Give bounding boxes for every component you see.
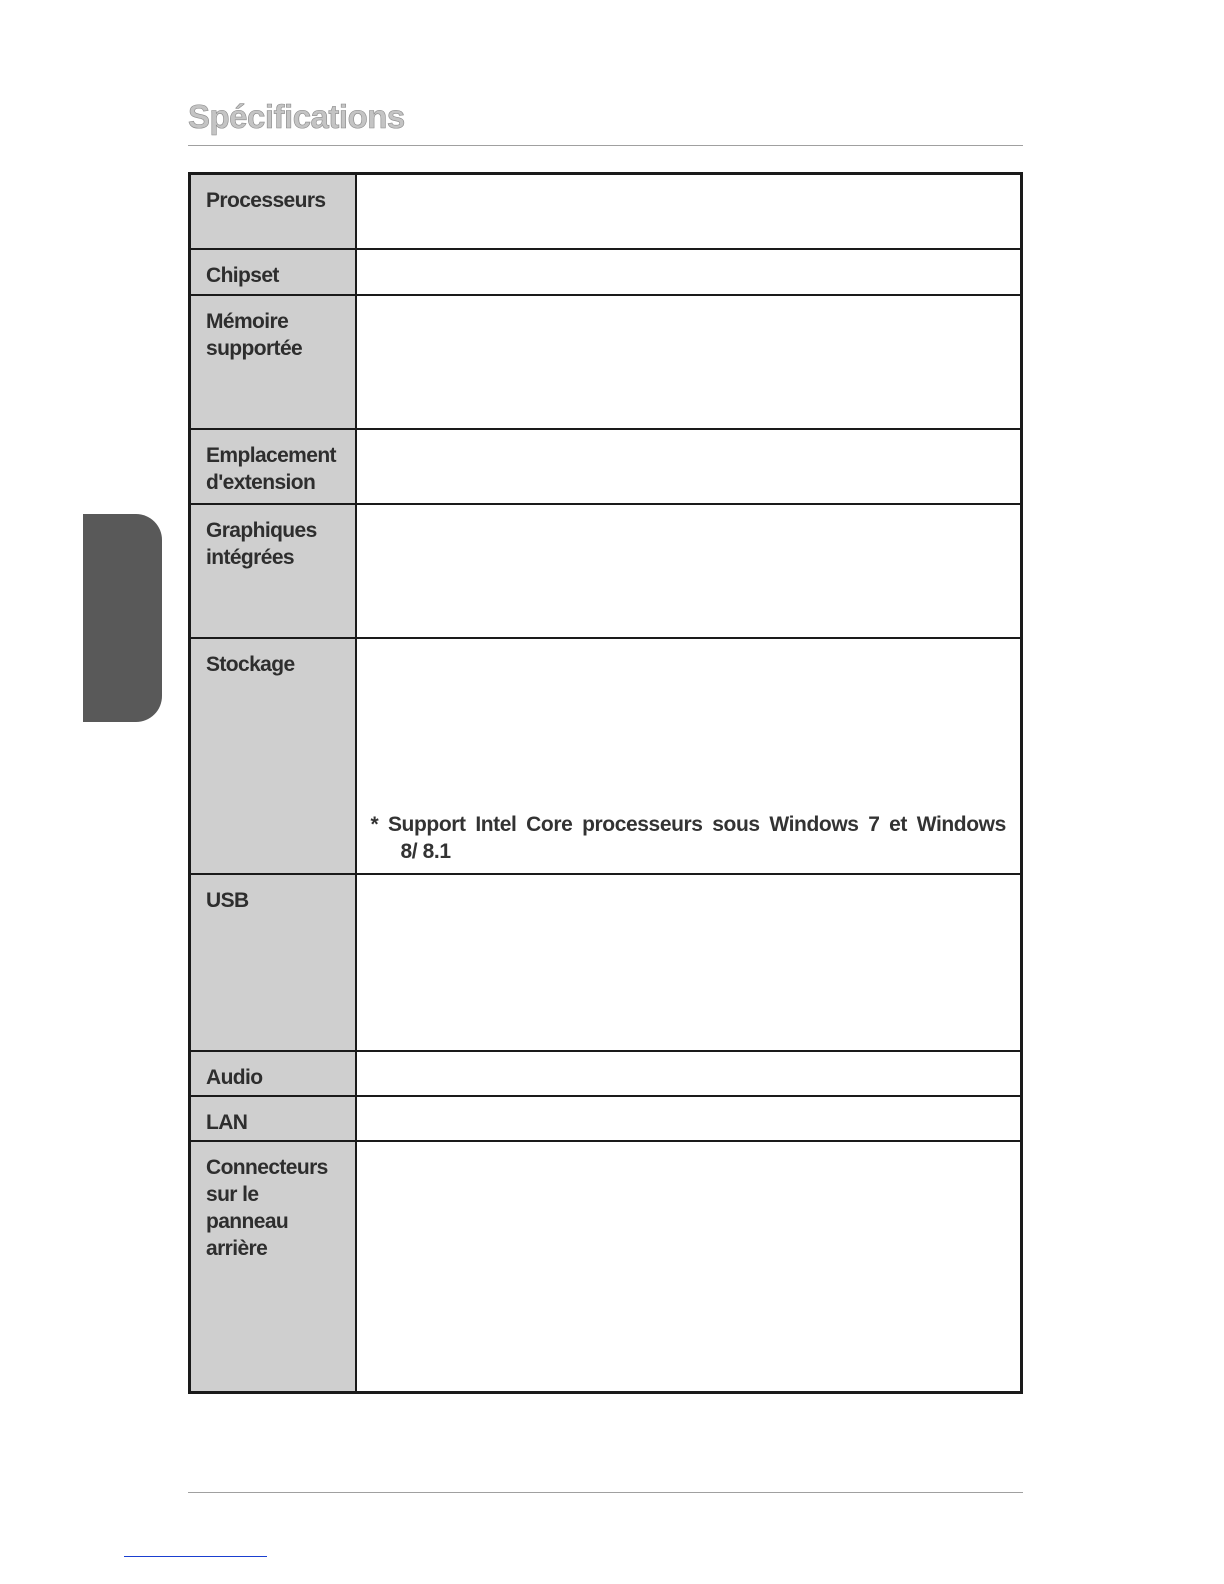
spec-label: Emplacement d'extension — [190, 429, 356, 504]
spec-label: Graphiques intégrées — [190, 504, 356, 638]
spec-row-stockage — [190, 638, 1022, 874]
spec-value — [356, 874, 1022, 1051]
spec-value — [356, 174, 1022, 249]
spec-row-audio — [190, 1051, 1022, 1096]
bottom-link-underline — [124, 1556, 267, 1557]
note-line: * Support Intel Core processeurs sous Windows 7 et Windows — [370, 812, 1006, 836]
chapter-side-tab — [83, 514, 162, 722]
page-title: Spécifications — [188, 98, 405, 135]
spec-row-graphiques — [190, 504, 1022, 638]
windows-support-note — [371, 811, 1007, 865]
spec-row-connecteurs — [190, 1141, 1022, 1393]
spec-row-processeurs — [190, 174, 1022, 249]
spec-label: Stockage — [190, 638, 356, 874]
title-rule — [188, 145, 1023, 146]
spec-value — [356, 504, 1022, 638]
spec-label: Mémoire supportée — [190, 295, 356, 429]
spec-label: Chipset — [190, 249, 356, 295]
spec-label: Connecteurs sur le panneau arrière — [190, 1141, 356, 1393]
spec-value — [356, 638, 1022, 874]
spec-value — [356, 1096, 1022, 1141]
spec-row-lan — [190, 1096, 1022, 1141]
spec-row-memoire — [190, 295, 1022, 429]
spec-label: Audio — [190, 1051, 356, 1096]
spec-row-chipset — [190, 249, 1022, 295]
spec-label: Processeurs — [190, 174, 356, 249]
spec-row-emplacement — [190, 429, 1022, 504]
note-line: 8/ 8.1 — [400, 839, 451, 863]
specifications-table — [188, 172, 1023, 1394]
spec-value — [356, 295, 1022, 429]
spec-value — [356, 1051, 1022, 1096]
spec-label: LAN — [190, 1096, 356, 1141]
spec-label: USB — [190, 874, 356, 1051]
spec-value — [356, 1141, 1022, 1393]
spec-value — [356, 429, 1022, 504]
spec-row-usb — [190, 874, 1022, 1051]
spec-value — [356, 249, 1022, 295]
footer-rule — [188, 1492, 1023, 1493]
